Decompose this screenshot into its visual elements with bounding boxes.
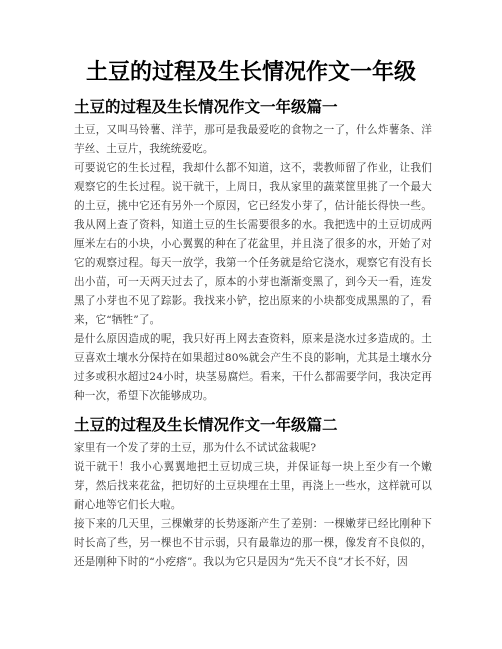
section-heading: 土豆的过程及生长情况作文一年级篇一 xyxy=(74,98,338,116)
paragraph: 是什么原因造成的呢，我只好再上网去查资料，原来是浇水过多造成的。土豆喜欢土壤水分保持在如果超过80%就会产生不良的影响，尤其是土壤水分过多或积水超过24小时，块茎易腐烂。看来，干什么都需要学问，我决定再种一次，希望下次能够成功。 xyxy=(74,333,432,402)
section-heading: 土豆的过程及生长情况作文一年级篇二 xyxy=(74,416,338,434)
paragraph: 说干就干！我小心翼翼地把土豆切成三块，并保证每一块上至少有一个嫩芽，然后找来花盆，把切好的土豆块埋在土里，再浇上一些水，这样就可以耐心地等它们长大啦。 xyxy=(74,461,432,511)
paragraph: 接下来的几天里，三棵嫩芽的长势逐渐产生了差别：一棵嫩芽已经比刚种下时长高了些，另一棵也不甘示弱，只有最靠边的那一棵，像发育不良似的，还是刚种下时的“小疙瘩”。我以为它只是因为“先天不良”才长不好，因 xyxy=(74,518,432,568)
paragraph: 家里有一个发了芽的土豆，那为什么不试试盆栽呢? xyxy=(74,442,317,454)
essay-section-2 xyxy=(74,414,432,572)
essay-section-1 xyxy=(74,96,432,406)
paragraph: 可要说它的生长过程，我却什么都不知道，这不，裴教师留了作业，让我们观察它的生长过程。说干就干，上周日，我从家里的蔬菜筐里挑了一个最大的土豆，挑中它还有另外一个原因，它已经发小芽了，估计能长得快一些。我从网上查了资料，知道土豆的生长需要很多的水。我把选中的土豆切成两厘米左右的小块，小心翼翼的种在了花盆里，并且浇了很多的水，开始了对它的观察过程。每天一放学，我第一个任务就是给它浇水，观察它有没有长出小苗，可一天两天过去了，原本的小芽也渐渐变黑了，到今天一看，连发黑了小芽也不见了踪影。我找来小铲，挖出原来的小块都变成黑黑的了，看来，它“牺牲”了。 xyxy=(74,162,432,326)
paragraph: 土豆，又叫马铃薯、洋芋，那可是我最爱吃的食物之一了，什么炸薯条、洋芋丝、土豆片，我统统爱吃。 xyxy=(74,124,432,155)
document-title: 土豆的过程及生长情况作文一年级 xyxy=(85,60,416,85)
